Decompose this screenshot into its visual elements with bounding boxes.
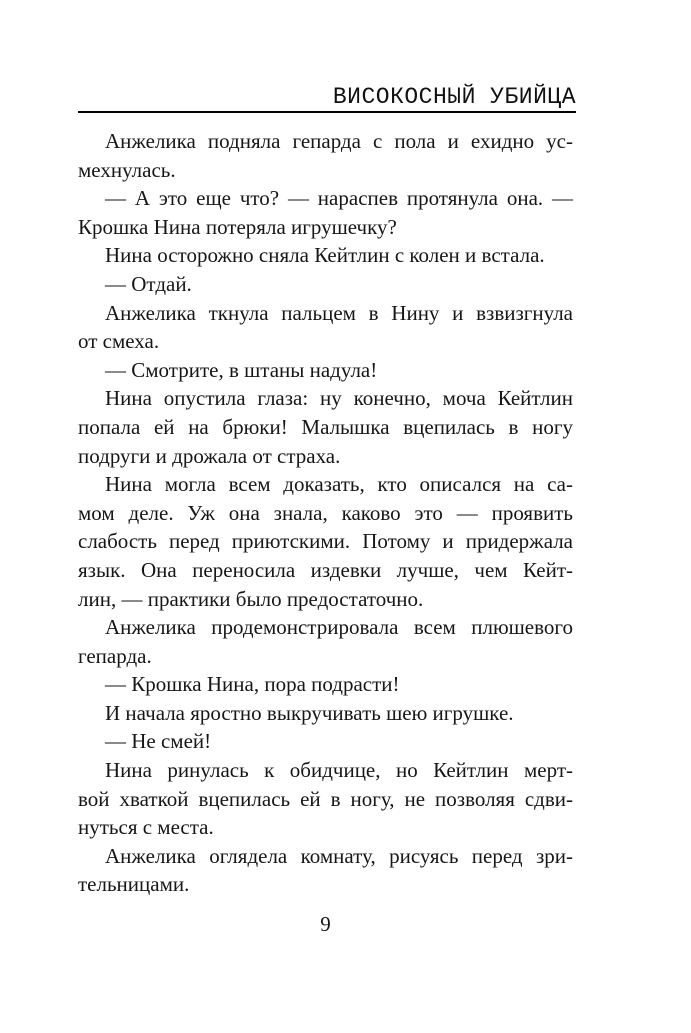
text-line: Анжелика ткнула пальцем в Нину и взвизгнула [105, 300, 573, 325]
text-line: тельницами. [78, 872, 190, 897]
paragraph [78, 613, 573, 670]
header-rule [78, 111, 576, 113]
paragraph [78, 270, 573, 299]
paragraph [78, 842, 573, 899]
text-line: гепарда. [78, 643, 152, 668]
text-line: слабость перед приютскими. Потому и придержала [78, 529, 573, 554]
paragraph [78, 299, 573, 356]
text-line: — Крошка Нина, пора подрасти! [105, 672, 400, 697]
paragraph [78, 356, 573, 385]
running-header-title: ВИСОКОСНЫЙ УБИЙЦА [332, 84, 576, 110]
text-line: Нина осторожно сняла Кейтлин с колен и встала. [105, 243, 545, 268]
text-line: Крошка Нина потеряла игрушечку? [78, 214, 397, 239]
paragraph [78, 756, 573, 842]
paragraph [78, 184, 573, 241]
page-number: 9 [320, 912, 331, 936]
paragraph [78, 127, 573, 184]
text-line: подруги и дрожала от страха. [78, 443, 341, 468]
text-line: лин, — практики было предостаточно. [78, 586, 424, 611]
text-line: вой хваткой вцепилась ей в ногу, не позволяя сдви- [78, 786, 573, 811]
text-line: мехнулась. [78, 157, 176, 182]
paragraph [78, 384, 573, 470]
text-line: Нина могла всем доказать, кто описался на са- [105, 472, 573, 497]
text-line: от смеха. [78, 329, 160, 354]
text-line: — А это еще что? — нараспев протянула она. — [105, 186, 573, 211]
running-header [78, 84, 576, 110]
text-line: — Отдай. [105, 271, 192, 296]
paragraph [78, 470, 573, 613]
text-line: Анжелика оглядела комнату, рисуясь перед зри- [105, 843, 573, 868]
text-line: Нина опустила глаза: ну конечно, моча Кейтлин [105, 386, 573, 411]
page-body-text [78, 127, 573, 899]
text-line: Анжелика подняла гепарда с пола и ехидно ус- [105, 129, 573, 153]
text-line: — Не смей! [105, 729, 212, 754]
text-line: попала ей на брюки! Малышка вцепилась в ногу [78, 414, 573, 439]
paragraph [78, 699, 573, 728]
text-line: язык. Она переносила издевки лучше, чем Кейт- [78, 557, 573, 582]
paragraph [78, 670, 573, 699]
paragraph [78, 727, 573, 756]
text-line: нуться с места. [78, 815, 214, 840]
text-line: мом деле. Уж она знала, каково это — проявить [78, 500, 573, 525]
text-line: Нина ринулась к обидчице, но Кейтлин мерт- [105, 758, 573, 783]
paragraph [78, 241, 573, 270]
text-line: — Смотрите, в штаны надула! [105, 357, 378, 382]
text-line: И начала яростно выкручивать шею игрушке. [105, 700, 514, 725]
text-line: Анжелика продемонстрировала всем плюшевого [105, 615, 573, 640]
